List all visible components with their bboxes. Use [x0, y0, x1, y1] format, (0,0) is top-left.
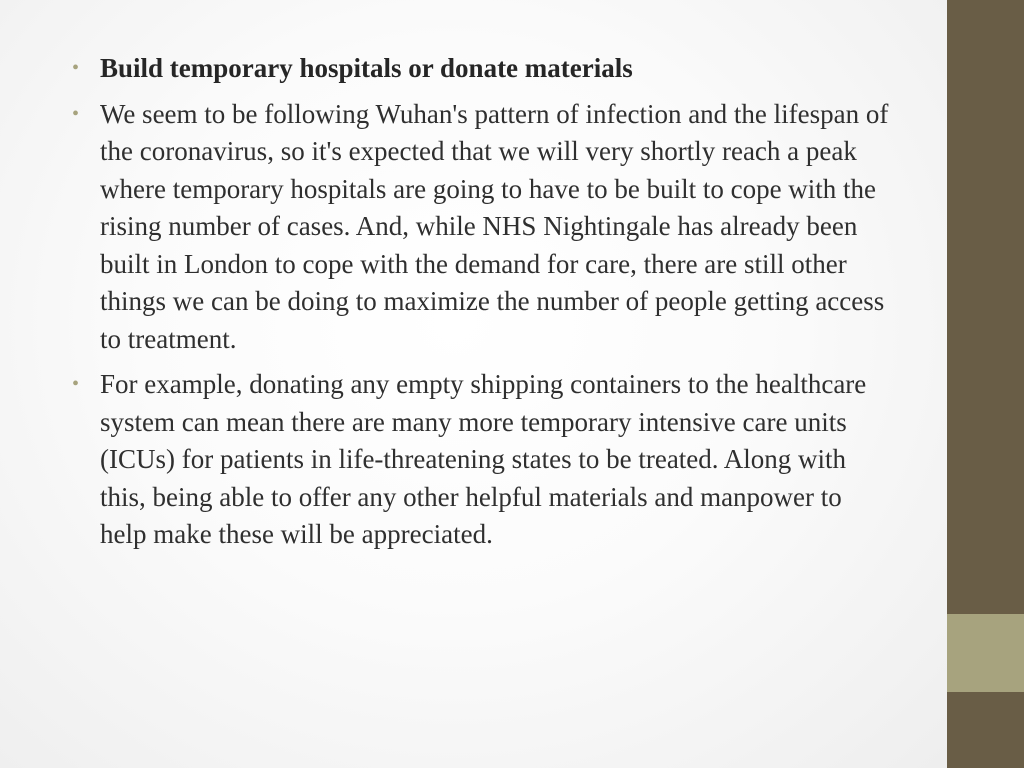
bullet-dot-icon: •	[72, 102, 80, 125]
decorative-side-accent	[947, 614, 1024, 692]
bullet-item-wuhan-pattern	[70, 96, 890, 359]
bullet-list	[70, 50, 890, 562]
bullet-paragraph-text: We seem to be following Wuhan's pattern of infection and the lifespan of the coronavirus, so it's expected that we will very shortly reach a peak where temporary hospitals are going to have to be built to cope with the rising number of cases. And, while NHS Nightingale has already been built in London to cope with the demand for care, there are still other things we can be doing to maximize the number of people getting access to treatment.	[100, 98, 889, 354]
bullet-dot-icon: •	[72, 57, 80, 79]
bullet-paragraph-text: For example, donating any empty shipping containers to the healthcare system can mean there are many more temporary intensive care units (ICUs) for patients in life-threatening states to be treated. Along with this, being able to offer any other helpful materials and manpower to help make these will be appreciated.	[100, 369, 867, 549]
bullet-dot-icon: •	[72, 373, 80, 395]
bullet-item-heading	[70, 50, 890, 88]
bullet-item-donation-example	[70, 366, 890, 554]
bullet-heading-text: Build temporary hospitals or donate materials	[100, 53, 633, 83]
